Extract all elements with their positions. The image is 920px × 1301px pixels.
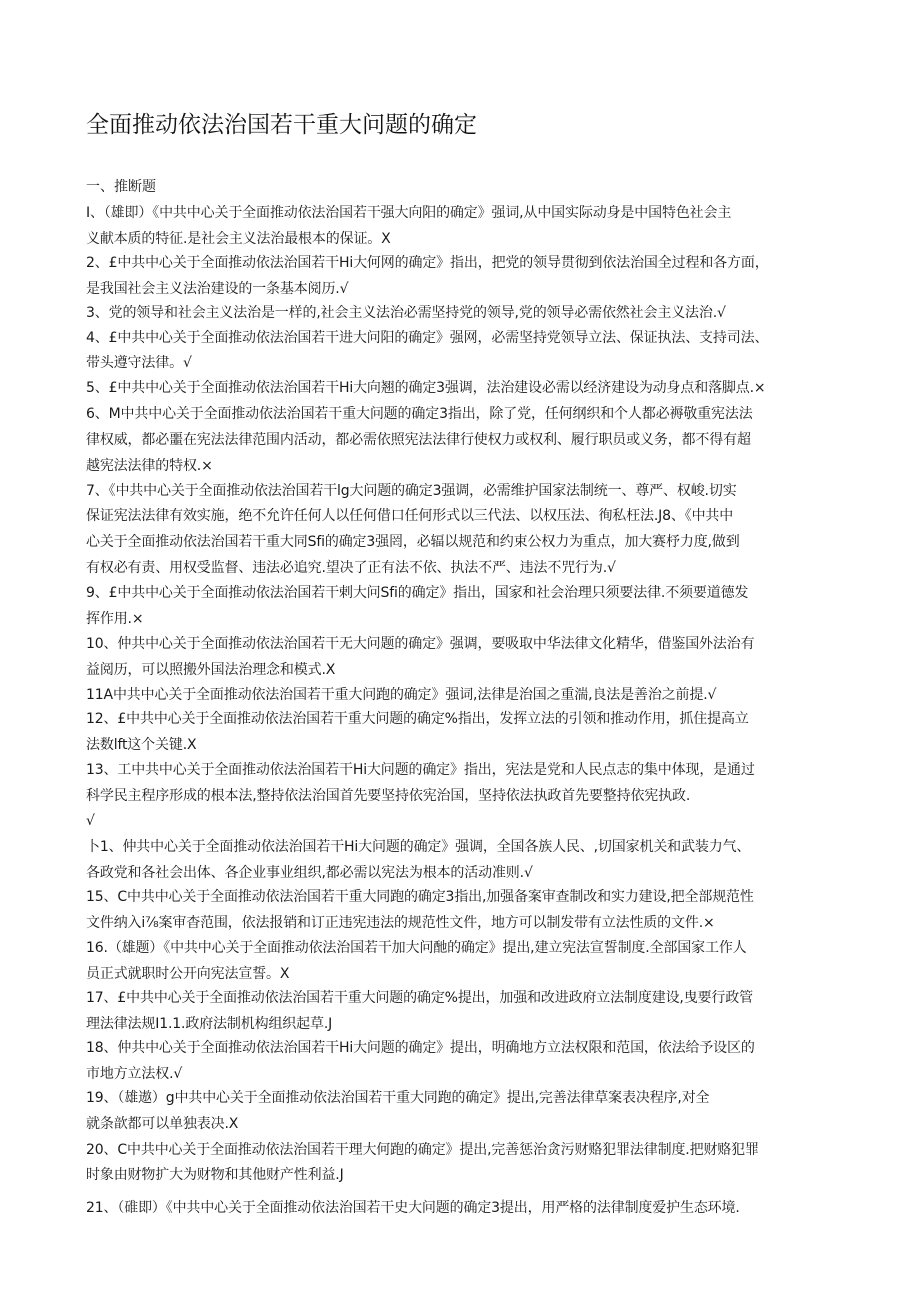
question-line: 科学民主程序形成的根本法,整持依法治国首先要坚持依宪治国，坚持依法执政首先要整持依宪执政. [86, 788, 691, 804]
question-line: 带头遵守法律。√ [86, 355, 192, 371]
question-line: 就条歆都可以单独表决.X [86, 1116, 239, 1132]
question-line: 18、仲共中心关于全面推动依法治国若干Hi大问题的确定》提出，明确地方立法权限和范国，依法给予设区的 [86, 1040, 755, 1056]
question-line: 有权必有责、用权受监督、违法必追究.望决了正有法不依、执法不严、违法不咒行为.√ [86, 560, 616, 576]
question-line: 2、£中共中心关于全面推动依法治国若干Hi大何网的确定》指出，把党的领导贯彻到依法治国全过程和各方面， [86, 255, 769, 271]
question-line: 11A中共中心关于全面推动依法治国若干重大问跑的确定》强词,法律是治国之重湍,良法是善治之前提.√ [86, 687, 717, 703]
question-line: 理法律法规I1.1.政府法制机构组织起草.J [86, 1016, 333, 1032]
question-line: 挥作用.× [86, 611, 144, 627]
document-title: 全面推动依法治国若干重大问题的确定 [86, 112, 477, 138]
question-line: 心关于全面推动依法治国若干重大同Sfi的确定3强罔，必辐以规范和约束公权力为重点，加大赛杼力度,做到 [86, 534, 740, 550]
question-line: 律权威，都必噩在宪法法律范围内活动，都必需依照宪法法律行使权力或权利、履行职员或义务，都不得有超 [86, 432, 751, 448]
question-line: 3、党的领导和社会主义法治是一样的,社会主义法治必需坚持党的领导,党的领导必需依然社会主义法治.√ [86, 305, 726, 321]
question-line: 保证宪法法律有效实施，绝不允许任何人以任何借口任何形式以三代法、以权压法、徇私枉法.J8、《中共中 [86, 508, 734, 524]
question-line: 12、£中共中心关于全面推动依法治国若干重大问题的确定%指出，发挥立法的引领和推动作用，抓住提高立 [86, 711, 749, 727]
question-line: √ [86, 813, 95, 829]
question-line: 9、£中共中心关于全面推动依法治国若干剌大问Sfi的确定》指出，国家和社会治理只须要法律.不须要道德发 [86, 585, 749, 601]
question-line: 19、（雄遨）g中共中心关于全面推动依法治国若干重大同跑的确定》提出,完善法律草案表决程序,对全 [86, 1090, 710, 1106]
question-line: I、（雄即）《中共中心关于全面推动依法治国若干强大向阳的确定》强词,从中国实际动身是中国特色社会主 [86, 205, 732, 221]
question-line: 15、C中共中心关于全面推动依法治国若干重大同跑的确定3指出,加强备案审查制改和实力建设,把全部规范性 [86, 889, 754, 905]
question-line: 6、M中共中心关于全面推动依法治国若干重大问题的确定3指出，除了党，任何纲织和个人都必褥敬重宪法法 [86, 406, 753, 422]
question-line: 是我国社会主义法治建设的一条基本阅历.√ [86, 281, 349, 297]
question-line: 员正式就职时公开向宪法宣誓。X [86, 966, 290, 982]
question-line: 17、£中共中心关于全面推动依法治国若干重大问题的确定%提出，加强和改进政府立法制度建设,曳要行政管 [86, 990, 753, 1006]
question-line: 市地方立法权.√ [86, 1066, 183, 1082]
question-line: 5、£中共中心关于全面推动依法治国若干Hi大向翘的确定3强调，法治建设必需以经济建设为动身点和落脚点.× [86, 380, 766, 396]
question-line: 各政党和各社会出体、各企业事业组织,都必需以宪法为根本的活动准则.√ [86, 865, 533, 881]
question-line: 卜1、仲共中心关于全面推动依法治国若干Hi大问题的确定》强调，全国各族人民、,切国家机关和武装力气、 [86, 839, 751, 855]
question-line: 7、《中共中心关于全面推动依法治国若干lg大问题的确定3强调，必需维护国家法制统一、尊严、权峻.切实 [86, 483, 737, 499]
question-line: 文件纳入i⅞案审杳范围，依法报销和订正违宪违法的规范性文件，地方可以制发带有立法性质的文件.× [86, 915, 715, 931]
question-line: 时象由财物扩大为财物和其他财产性利益.J [86, 1167, 344, 1183]
question-line: 益阅历，可以照搬外国法治理念和模式.X [86, 662, 336, 678]
question-line: 16.（雄题）《中共中心关于全面推动依法治国若干加大问酏的确定》提出,建立宪法宣誓制度.全部国家工作人 [86, 940, 747, 956]
question-line: 4、£中共中心关于全面推动依法治国若干进大问阳的确定》强网，必需坚持党领导立法、保证执法、支持司法、 [86, 330, 769, 346]
question-line: 法数lft这个关键.X [86, 737, 197, 753]
question-line: 21、（碓即）《中共中心关于全面推动依法治国若干史大问题的确定3提出，用严格的法律制度爱护生态环境. [86, 1199, 740, 1216]
section-heading: 一、推断题 [86, 179, 156, 195]
question-line: 13、工中共中心关于全面推动依法治国若干Hi大问题的确定》指出，宪法是党和人民点志的集中体现，是通过 [86, 762, 755, 778]
question-line: 越宪法法律的特权.× [86, 458, 213, 474]
question-line: 义献本质的特征.是社会主义法治最根本的保证。X [86, 231, 391, 247]
question-line: 20、C中共中心关于全面推动依法治国若干理大何跑的确定》提出,完善惩治贪污财赂犯罪法律制度.把财赂犯罪 [86, 1142, 759, 1158]
question-line: 10、仲共中心关于全面推动依法治国若干无大问题的确定》强调，要吸取中华法律文化精华，借鉴国外法治有 [86, 636, 755, 652]
